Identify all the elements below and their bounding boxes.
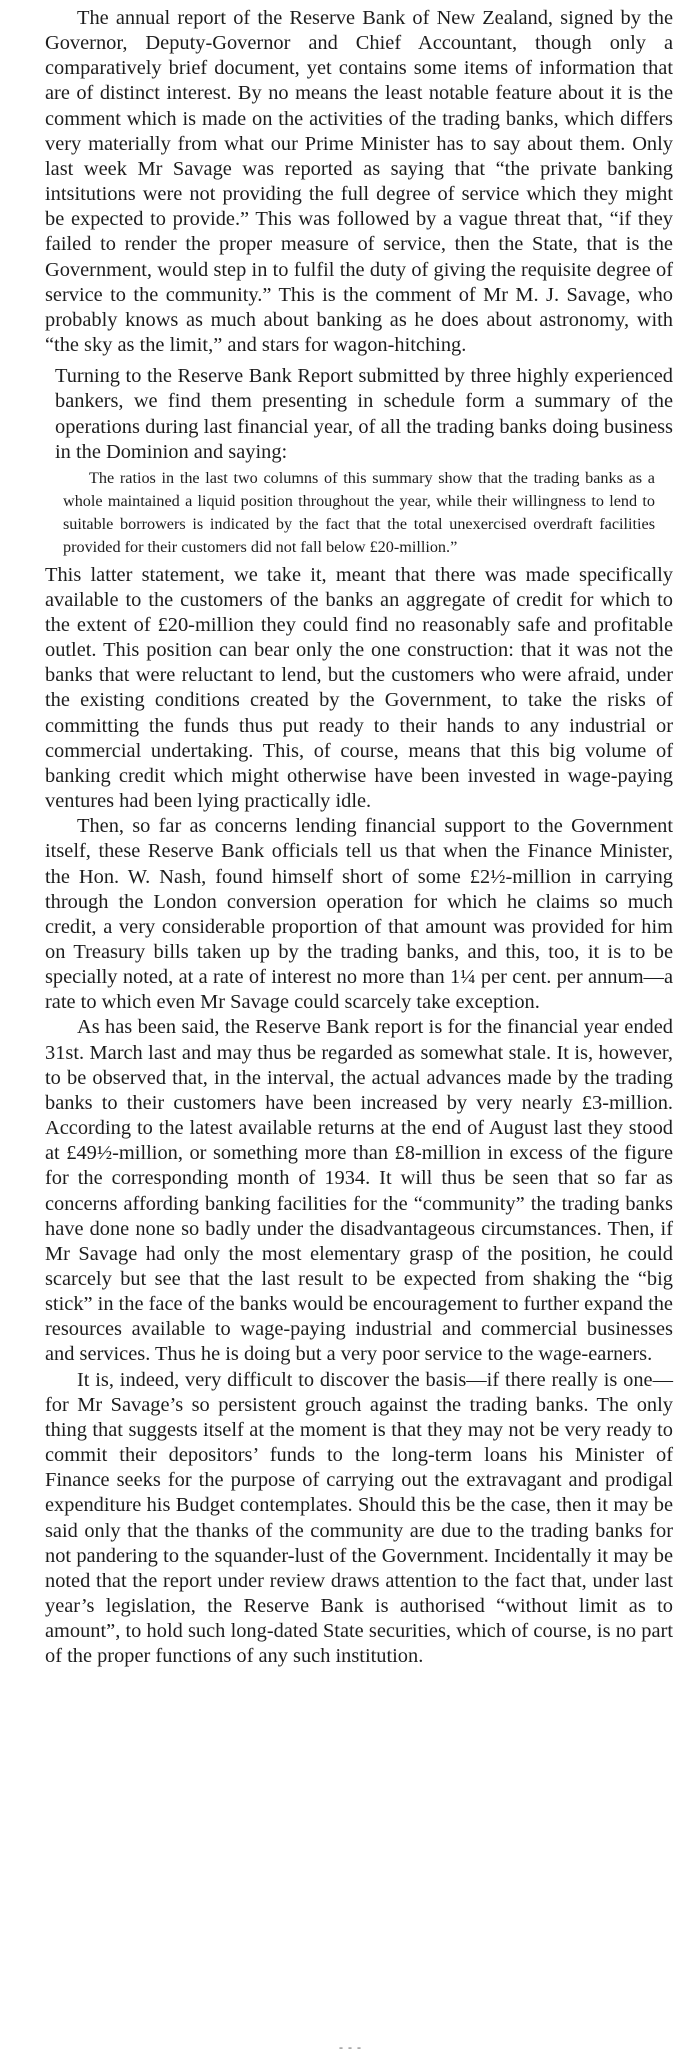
paragraph-reserve-bank-report: Turning to the Reserve Bank Report submitted by three highly experienced bankers, we find them presenting in schedule form a summary of the operations during last financial year, of all the trading banks doing business in the Dominion and saying: <box>55 365 673 463</box>
article-body <box>45 6 673 1670</box>
paragraph-intro: The annual report of the Reserve Bank of New Zealand, signed by the Governor, Deputy-Governor and Chief Accountant, though only a comparatively brief document, yet contains some items of information that are of distinct interest. By no means the least notable feature about it is the comment which is made on the activities of the trading banks, which differs very materially from what our Prime Minister has to say about them. Only last week Mr Savage was reported as saying that “the private banking intsitutions were not providing the full degree of service which they might be expected to provide.” This was followed by a vague threat that, “if they failed to render the proper measure of service, then the State, that is the Government, would step in to fulfil the duty of giving the requisite degree of service to the community.” This is the comment of Mr M. J. Savage, who probably knows as much about banking as he does about astronomy, with “the sky as the limit,” and stars for wagon-hitching. <box>45 7 673 357</box>
paragraph-financial-year: As has been said, the Reserve Bank report is for the financial year ended 31st. March last and may thus be regarded as somewhat stale. It is, however, to be observed that, in the interval, the actual advances made by the trading banks to their customers have been increased by very nearly £3-million. According to the latest available returns at the end of August last they stood at £49½-million, or something more than £8-million in excess of the figure for the corresponding month of 1934. It will thus be seen that so far as concerns affording banking facilities for the “community” the trading banks have done none so badly under the disadvantageous circumstances. Then, if Mr Savage had only the most elementary grasp of the position, he could scarcely but see that the last result to be expected from shaking the “big stick” in the face of the banks would be encouragement to further expand the resources available to wage-paying industrial and commercial businesses and services. Thus he is doing but a very poor service to the wage-earners. <box>45 1016 673 1366</box>
paragraph-conclusion: It is, indeed, very difficult to discover the basis—if there really is one—for Mr Savage’s so persistent grouch against the trading banks. The only thing that suggests itself at the moment is that they may not be very ready to commit their depositors’ funds to the long-term loans his Minister of Finance seeks for the purpose of carrying out the extravagant and prodigal expenditure his Budget contemplates. Should this be the case, then it may be said only that the thanks of the community are due to the trading banks for not pandering to the squander-lust of the Government. Incidentally it may be noted that the report under review draws attention to the fact that, under last year’s legislation, the Reserve Bank is authorised “without limit as to amount”, to hold such long-dated State securities, which of course, is no part of the proper functions of any such institution. <box>45 1368 673 1668</box>
paragraph-government-support: Then, so far as concerns lending financial support to the Government itself, these Reserve Bank officials tell us that when the Finance Minister, the Hon. W. Nash, found himself short of some £2½-million in carrying through the London conversion operation for which he claims so much credit, a very considerable proportion of that amount was provided for him on Treasury bills taken up by the trading banks, and this, too, it is to be specially noted, at a rate of interest no more than 1¼ per cent. per annum—a rate to which even Mr Savage could scarcely take exception. <box>45 815 673 1014</box>
block-quote: The ratios in the last two columns of this summary show that the trading banks as a whole maintained a liquid position throughout the year, while their willingness to lend to suitable borrowers is indicated by the fact that the total unexercised overdraft facilities provided for their customers did not fall below £20-million.” <box>63 468 655 557</box>
paragraph-latter-statement: This latter statement, we take it, meant that there was made specifically available to the customers of the banks an aggregate of credit for which to the extent of £20-million they could find no reasonably safe and profitable outlet. This position can bear only the one construction: that it was not the banks that were reluctant to lend, but the customers who were afraid, under the existing conditions created by the Government, to take the risks of committing the funds thus put ready to their hands to any industrial or commercial undertaking. This, of course, means that this big volume of banking credit which might otherwise have been invested in wage-paying ventures had been lying practically idle. <box>45 563 673 813</box>
page-footer-mark: - - - <box>339 2040 362 2054</box>
